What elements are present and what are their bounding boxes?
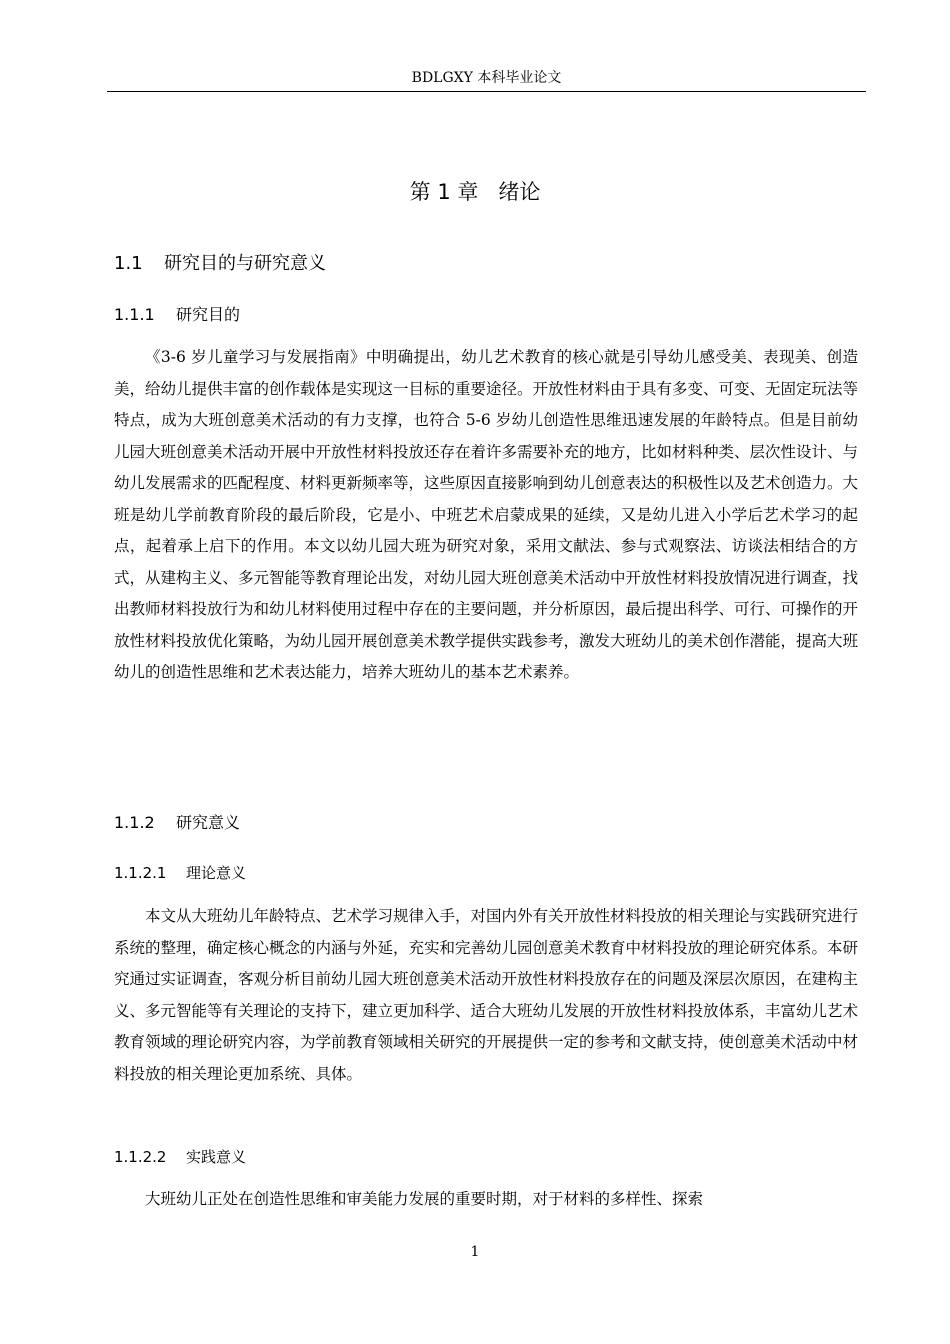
section-title: 实践意义 <box>186 1148 247 1166</box>
section-number: 1.1.2.2 <box>114 1148 167 1166</box>
paragraph-practical-significance: 大班幼儿正处在创造性思维和审美能力发展的重要时期，对于材料的多样性、探索 <box>145 1190 704 1208</box>
section-heading-1-1-2 <box>114 808 240 838</box>
page-header: BDLGXY 本科毕业论文 <box>411 70 562 86</box>
paragraph-theoretical-significance: 本文从大班幼儿年龄特点、艺术学习规律入手，对国内外有关开放性材料投放的相关理论与实践研究进行系统的整理，确定核心概念的内涵与外延，充实和完善幼儿园创意美术教育中材料投放的理论研究体系。本研究通过实证调查，客观分析目前幼儿园大班创意美术活动开放性材料投放存在的问题及深层次原因，在建构主义、多元智能等有关理论的支持下，建立更加科学、适合大班幼儿发展的开放性材料投放体系，丰富幼儿艺术教育领域的理论研究内容，为学前教育领域相关研究的开展提供一定的参考和文献支持，使创意美术活动中材料投放的相关理论更加系统、具体。 <box>114 907 859 1083</box>
chapter-number: 第 1 章 <box>409 180 479 204</box>
section-number: 1.1.2.1 <box>114 864 167 882</box>
section-title: 理论意义 <box>186 864 247 882</box>
section-heading-1-1 <box>114 248 326 280</box>
chapter-name: 绪论 <box>498 180 541 204</box>
section-title: 研究目的 <box>176 305 241 324</box>
paragraph-research-purpose: 《3-6 岁儿童学习与发展指南》中明确提出，幼儿艺术教育的核心就是引导幼儿感受美、表现美、创造美，给幼儿提供丰富的创作载体是实现这一目标的重要途径。开放性材料由于具有多变、可变、无固定玩法等特点，成为大班创意美术活动的有力支撑，也符合 5-6 岁幼儿创造性思维迅速发展的年龄特点。但是目前幼儿园大班创意美术活动开展中开放性材料投放还存在着许多需要补充的地方，比如材料种类、层次性设计、与幼儿发展需求的匹配程度、材料更新频率等，这些原因直接影响到幼儿创意表达的积极性以及艺术创造力。大班是幼儿学前教育阶段的最后阶段，它是小、中班艺术启蒙成果的延续，又是幼儿进入小学后艺术学习的起点，起着承上启下的作用。本文以幼儿园大班为研究对象，采用文献法、参与式观察法、访谈法相结合的方式，从建构主义、多元智能等教育理论出发，对幼儿园大班创意美术活动中开放性材料投放情况进行调查，找出教师材料投放行为和幼儿材料使用过程中存在的主要问题，并分析原因，最后提出科学、可行、可操作的开放性材料投放优化策略，为幼儿园开展创意美术教学提供实践参考，激发大班幼儿的美术创作潜能，提高大班幼儿的创造性思维和艺术表达能力，培养大班幼儿的基本艺术素养。 <box>114 348 859 681</box>
section-heading-1-1-2-2 <box>114 1142 246 1172</box>
section-heading-1-1-2-1 <box>114 858 246 888</box>
page-number: 1 <box>470 1244 480 1260</box>
section-title: 研究目的与研究意义 <box>164 253 326 274</box>
section-number: 1.1.1 <box>114 305 155 324</box>
section-number: 1.1 <box>114 253 143 274</box>
section-number: 1.1.2 <box>114 813 155 832</box>
header-divider <box>107 91 866 92</box>
chapter-title <box>0 172 950 212</box>
section-title: 研究意义 <box>176 813 241 832</box>
section-heading-1-1-1 <box>114 300 240 330</box>
